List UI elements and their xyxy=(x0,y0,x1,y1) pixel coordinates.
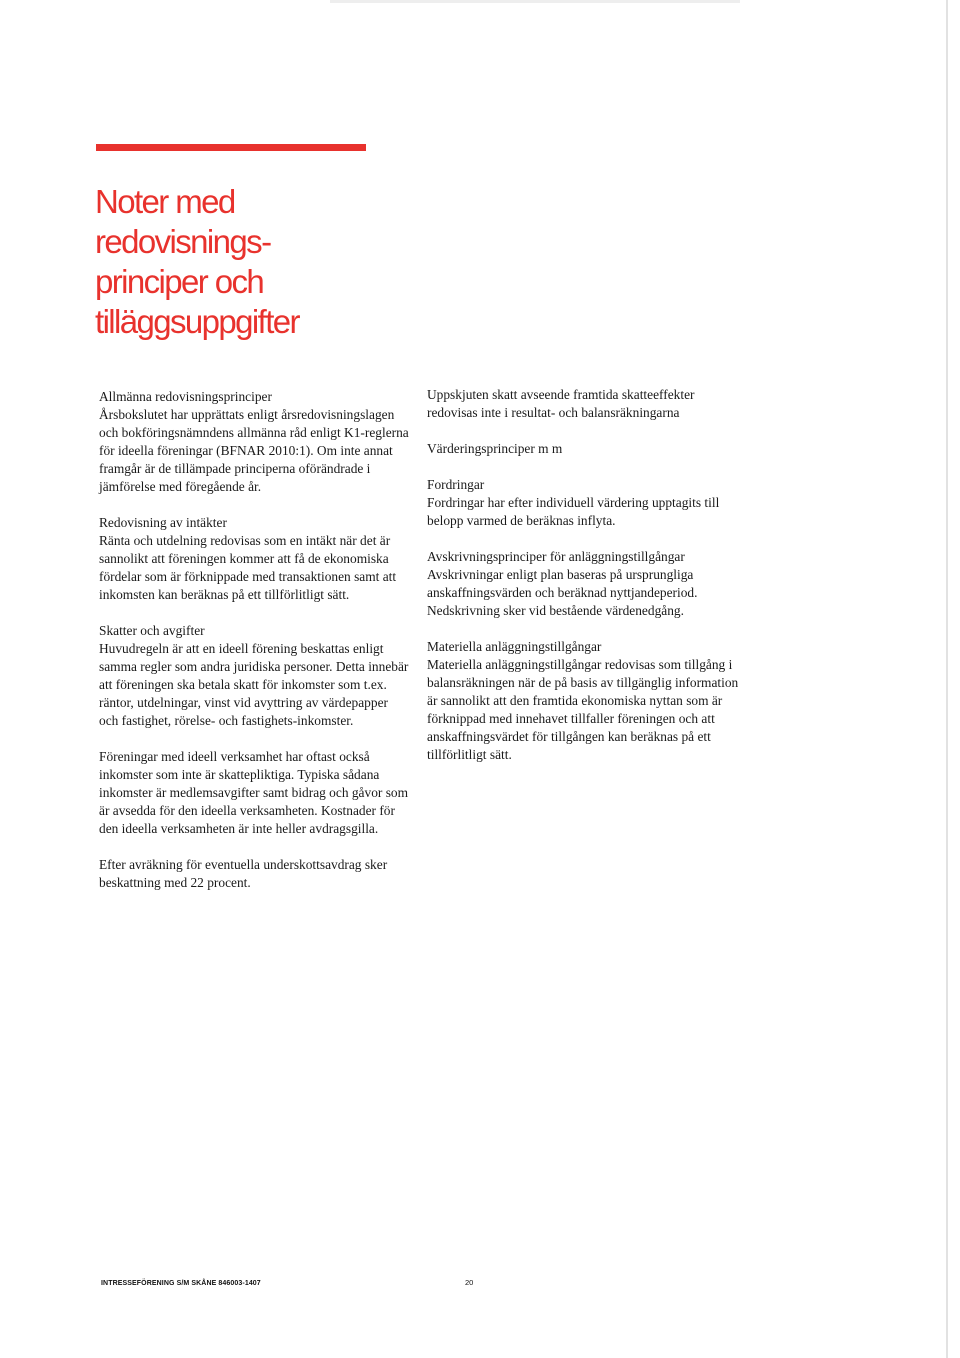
section-body xyxy=(99,640,429,730)
note-section xyxy=(427,440,767,458)
page-edge-line xyxy=(946,0,948,1358)
section-heading: Avskrivningsprinciper för anläggningstillgångar xyxy=(427,549,685,564)
body-line: är sannolikt att den framtida ekonomiska nyttan som är xyxy=(427,693,723,708)
body-line: inkomster som inte är skattepliktiga. Typiska sådana xyxy=(99,767,380,782)
note-section xyxy=(427,548,767,620)
body-line: fördelar som är förknippade med transaktionen samt att xyxy=(99,569,397,584)
page-number: 20 xyxy=(465,1278,474,1287)
footer-organization: INTRESSEFÖRENING S/M SKÅNE 846003-1407 xyxy=(101,1280,261,1287)
note-section xyxy=(427,476,767,530)
body-line: balansräkningen när de på basis av tillgänglig information xyxy=(427,675,739,690)
body-line: Årsbokslutet har upprättats enligt årsredovisningslagen xyxy=(99,407,395,422)
body-line: sannolikt att föreningen kommer att få de ekonomiska xyxy=(99,551,389,566)
title-accent-bar xyxy=(96,144,366,151)
body-line: belopp varmed de beräknas inflyta. xyxy=(427,513,616,528)
title-line: redovisnings- xyxy=(95,223,271,261)
section-body xyxy=(427,566,767,620)
body-line: är avsedda för den ideella verksamheten. Kostnader för xyxy=(99,803,395,818)
section-body xyxy=(99,532,429,604)
title-line: tilläggsuppgifter xyxy=(95,303,299,341)
note-section xyxy=(99,748,429,838)
body-line: inkomsten kan beräknas på ett tillförlitligt sätt. xyxy=(99,587,350,602)
section-heading: Redovisning av intäkter xyxy=(99,515,227,530)
body-line: tillförlitligt sätt. xyxy=(427,747,512,762)
body-line: förknippad med innehavet tillfaller föreningen och att xyxy=(427,711,715,726)
section-heading: Fordringar xyxy=(427,477,485,492)
page-top-shade xyxy=(330,0,740,3)
section-body xyxy=(427,494,767,530)
body-line: samma regler som andra juridiska personer. Detta innebär xyxy=(99,659,409,674)
body-line: den ideella verksamheten är inte heller avdragsgilla. xyxy=(99,821,379,836)
body-line: jämförelse med föregående år. xyxy=(99,479,262,494)
body-line: för ideella föreningar (BFNAR 2010:1). Om inte annat xyxy=(99,443,393,458)
body-line: beskattning med 22 procent. xyxy=(99,875,251,890)
section-heading: Skatter och avgifter xyxy=(99,623,205,638)
section-body xyxy=(427,386,767,422)
body-line: att föreningen ska betala skatt för inkomster som t.ex. xyxy=(99,677,387,692)
body-line: framgår är de tillämpade principerna oförändrade i xyxy=(99,461,371,476)
note-section xyxy=(99,514,429,604)
note-section xyxy=(427,638,767,764)
body-line: Materiella anläggningstillgångar redovisas som tillgång i xyxy=(427,657,733,672)
body-line: Fordringar har efter individuell värdering upptagits till xyxy=(427,495,720,510)
note-section xyxy=(99,388,429,496)
section-heading: Materiella anläggningstillgångar xyxy=(427,639,602,654)
section-heading: Allmänna redovisningsprinciper xyxy=(99,389,272,404)
body-line: och fastighet, rörelse- och fastighets-inkomster. xyxy=(99,713,354,728)
page-title xyxy=(95,182,415,342)
section-body xyxy=(99,856,429,892)
section-body xyxy=(99,748,429,838)
body-line: Föreningar med ideell verksamhet har oftast också xyxy=(99,749,370,764)
body-line: anskaffningsvärdet för tillgången kan beräknas på ett xyxy=(427,729,711,744)
section-body xyxy=(99,406,429,496)
body-line: Uppskjuten skatt avseende framtida skatteeffekter xyxy=(427,387,695,402)
title-line: Noter med xyxy=(95,183,235,221)
body-line: redovisas inte i resultat- och balansräkningarna xyxy=(427,405,680,420)
body-line: räntor, utdelningar, vinst vid avyttring av värdepapper xyxy=(99,695,388,710)
note-section xyxy=(99,856,429,892)
body-line: Efter avräkning för eventuella underskottsavdrag sker xyxy=(99,857,388,872)
note-section xyxy=(427,386,767,422)
title-line: principer och xyxy=(95,263,264,301)
body-line: Ränta och utdelning redovisas som en intäkt när det är xyxy=(99,533,391,548)
section-body xyxy=(427,656,767,764)
right-column xyxy=(427,386,767,782)
body-line: inkomster är medlemsavgifter samt bidrag och gåvor som xyxy=(99,785,409,800)
note-section xyxy=(99,622,429,730)
body-line: anskaffningsvärden och beräknad nyttjandeperiod. xyxy=(427,585,698,600)
body-line: Nedskrivning sker vid bestående värdenedgång. xyxy=(427,603,684,618)
section-heading: Värderingsprinciper m m xyxy=(427,441,563,456)
body-line: Avskrivningar enligt plan baseras på ursprungliga xyxy=(427,567,694,582)
body-line: Huvudregeln är att en ideell förening beskattas enligt xyxy=(99,641,384,656)
left-column xyxy=(99,388,429,910)
body-line: och bokföringsnämndens allmänna råd enligt K1-reglerna xyxy=(99,425,409,440)
